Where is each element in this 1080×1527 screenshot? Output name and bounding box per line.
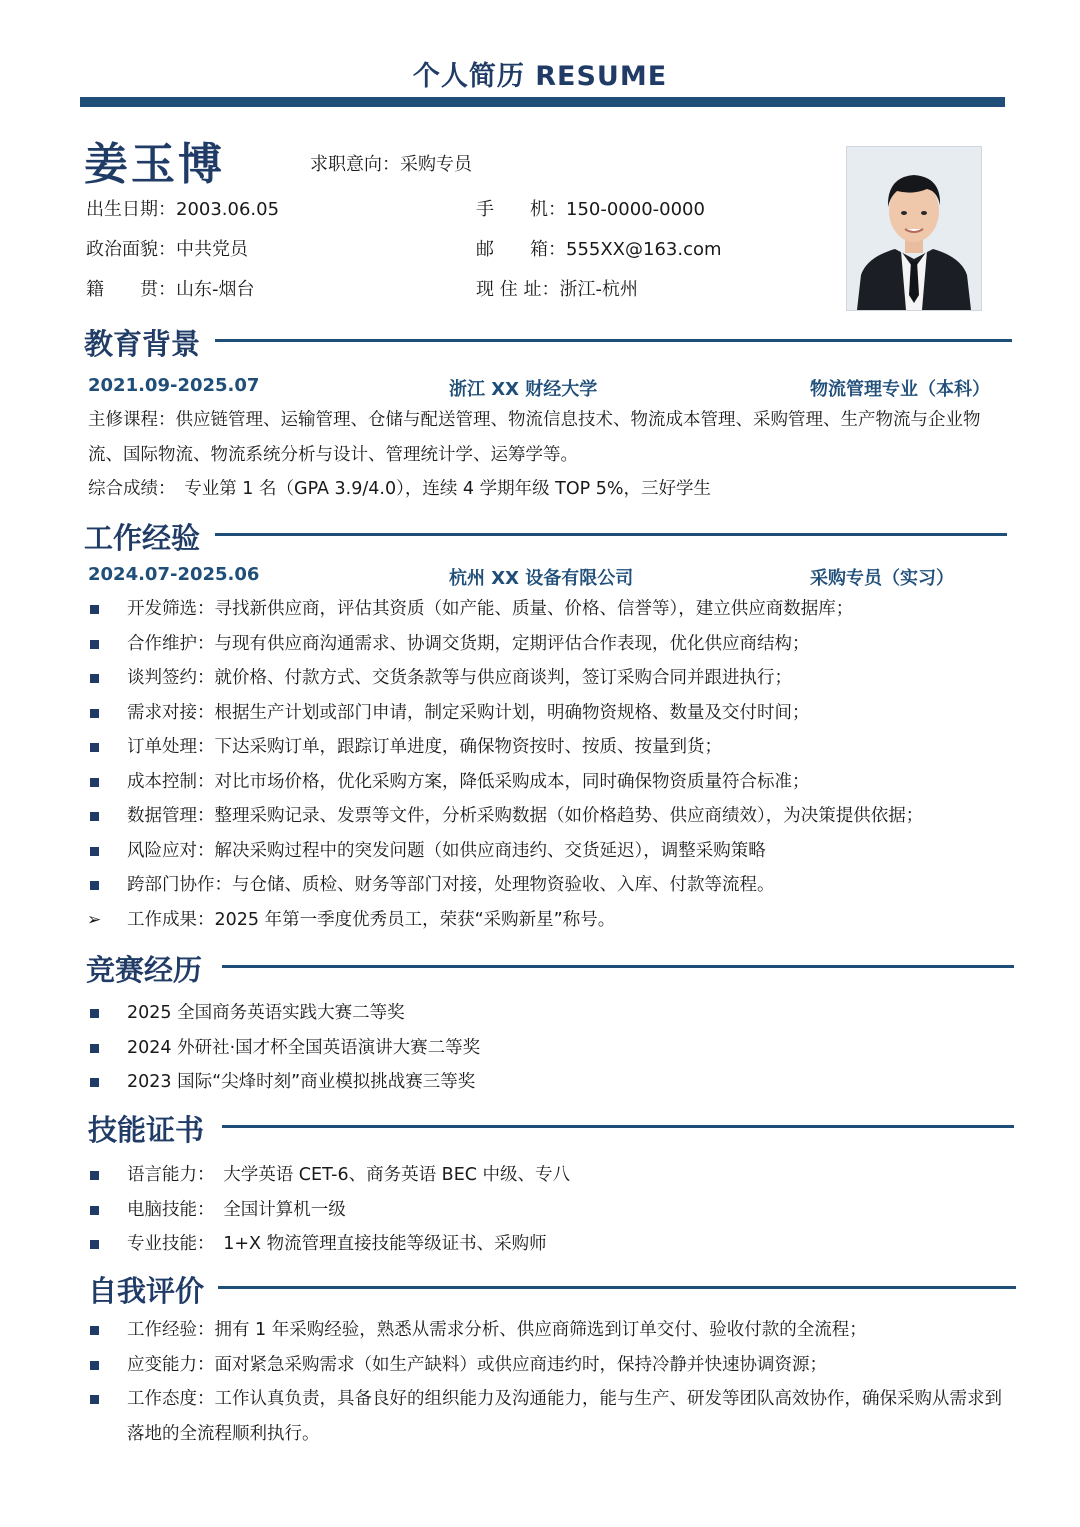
title-bar (80, 97, 1005, 107)
section-divider (215, 339, 1012, 342)
square-bullet-icon (90, 812, 99, 821)
square-bullet-icon (90, 881, 99, 890)
work-period: 2024.07-2025.06 (88, 564, 260, 585)
section-heading-self-evaluation: 自我评价 (88, 1274, 205, 1308)
list-item: 需求对接：根据生产计划或部门申请，制定采购计划，明确物资规格、数量及交付时间； (87, 696, 1017, 731)
square-bullet-icon (90, 847, 99, 856)
profile-photo (846, 146, 982, 311)
square-bullet-icon (90, 1326, 99, 1335)
section-heading-skills: 技能证书 (88, 1113, 205, 1147)
square-bullet-icon (90, 1171, 99, 1180)
current-address: 现 住 址：浙江-杭州 (476, 279, 638, 300)
list-item: 成本控制：对比市场价格，优化采购方案，降低采购成本，同时确保物资质量符合标准； (87, 765, 1017, 800)
education-school: 浙江 XX 财经大学 (449, 379, 598, 400)
square-bullet-icon (90, 1044, 99, 1053)
square-bullet-icon (90, 674, 99, 683)
person-portrait-icon (847, 147, 981, 310)
competition-list (87, 996, 1007, 1100)
square-bullet-icon (90, 1240, 99, 1249)
education-grades: 综合成绩： 专业第 1 名（GPA 3.9/4.0），连续 4 学期年级 TOP 5%，三好学生 (88, 479, 712, 499)
list-item: 2024 外研社·国才杯全国英语演讲大赛二等奖 (87, 1031, 1007, 1066)
list-item: 跨部门协作：与仓储、质检、财务等部门对接，处理物资验收、入库、付款等流程。 (87, 868, 1017, 903)
square-bullet-icon (90, 709, 99, 718)
resume-title: 个人简历 RESUME (412, 61, 668, 92)
square-bullet-icon (90, 1206, 99, 1215)
square-bullet-icon (90, 1361, 99, 1370)
section-heading-work: 工作经验 (84, 521, 201, 555)
list-item: 开发筛选：寻找新供应商，评估其资质（如产能、质量、价格、信誉等），建立供应商数据库； (87, 592, 1017, 627)
work-role: 采购专员（实习） (810, 568, 954, 589)
job-intent: 求职意向：采购专员 (310, 154, 472, 175)
list-item: 谈判签约：就价格、付款方式、交货条款等与供应商谈判，签订采购合同并跟进执行； (87, 661, 1017, 696)
list-item: 工作态度：工作认真负责，具备良好的组织能力及沟通能力，能与生产、研发等团队高效协作，确保采购从需求到落地的全流程顺利执行。 (87, 1382, 1007, 1451)
email: 邮 箱：555XX@163.com (476, 239, 722, 260)
square-bullet-icon (90, 778, 99, 787)
section-divider (218, 1286, 1016, 1289)
list-item: 合作维护：与现有供应商沟通需求、协调交货期，定期评估合作表现，优化供应商结构； (87, 627, 1017, 662)
birth-date: 出生日期：2003.06.05 (86, 199, 280, 220)
section-heading-competition: 竞赛经历 (86, 953, 203, 987)
list-item: 工作经验：拥有 1 年采购经验，熟悉从需求分析、供应商筛选到订单交付、验收付款的全流程； (87, 1313, 1007, 1348)
work-achievement: ➢ 工作成果：2025 年第一季度优秀员工，荣获“采购新星”称号。 (87, 903, 1017, 938)
list-item: 2025 全国商务英语实践大赛二等奖 (87, 996, 1007, 1031)
list-item: 数据管理：整理采购记录、发票等文件，分析采购数据（如价格趋势、供应商绩效），为决策提供依据； (87, 799, 1017, 834)
education-major: 物流管理专业（本科） (810, 379, 990, 400)
candidate-name: 姜玉博 (84, 139, 225, 190)
list-item: 订单处理：下达采购订单，跟踪订单进度，确保物资按时、按质、按量到货； (87, 730, 1017, 765)
list-item: 2023 国际“尖烽时刻”商业模拟挑战赛三等奖 (87, 1065, 1007, 1100)
list-item: 电脑技能： 全国计算机一级 (87, 1193, 1007, 1228)
education-courses: 主修课程：供应链管理、运输管理、仓储与配送管理、物流信息技术、物流成本管理、采购管理、生产物流与企业物流、国际物流、物流系统分析与设计、管理统计学、运筹学等。 (88, 410, 981, 465)
list-item: 应变能力：面对紧急采购需求（如生产缺料）或供应商违约时，保持冷静并快速协调资源； (87, 1348, 1007, 1383)
phone: 手 机：150-0000-0000 (476, 199, 705, 220)
square-bullet-icon (90, 1395, 99, 1404)
skills-list (87, 1158, 1007, 1262)
section-divider (222, 1125, 1014, 1128)
political-status: 政治面貌：中共党员 (86, 239, 248, 260)
square-bullet-icon (90, 605, 99, 614)
section-divider (215, 533, 1007, 536)
section-heading-education: 教育背景 (84, 327, 201, 361)
square-bullet-icon (90, 1009, 99, 1018)
list-item: 专业技能： 1+X 物流管理直接技能等级证书、采购师 (87, 1227, 1007, 1262)
work-duties-list (87, 592, 1017, 937)
education-period: 2021.09-2025.07 (88, 375, 260, 396)
list-item: 语言能力： 大学英语 CET-6、商务英语 BEC 中级、专八 (87, 1158, 1007, 1193)
self-evaluation-list (87, 1313, 1007, 1451)
native-place: 籍 贯：山东-烟台 (86, 279, 255, 300)
list-item: 风险应对：解决采购过程中的突发问题（如供应商违约、交货延迟），调整采购策略 (87, 834, 1017, 869)
section-divider (222, 965, 1014, 968)
arrow-bullet-icon: ➢ (87, 909, 102, 930)
work-company: 杭州 XX 设备有限公司 (449, 568, 634, 589)
square-bullet-icon (90, 1078, 99, 1087)
square-bullet-icon (90, 640, 99, 649)
square-bullet-icon (90, 743, 99, 752)
